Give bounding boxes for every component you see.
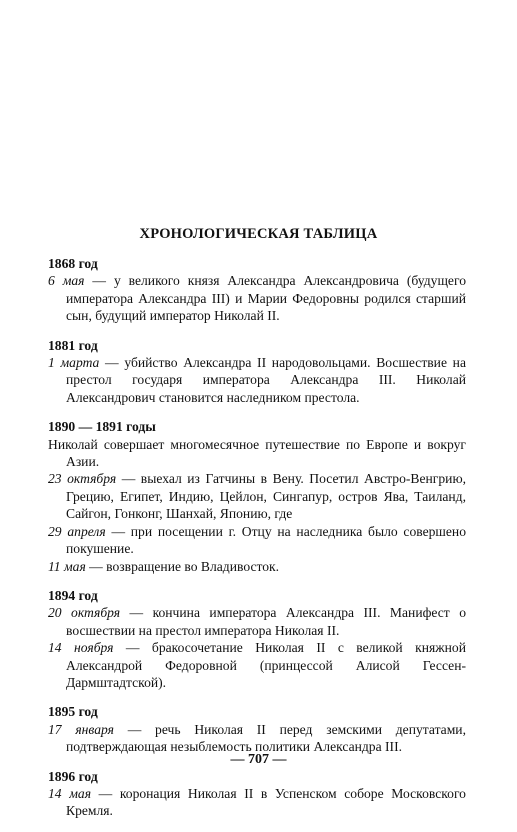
year-heading: 1896 год [48, 768, 98, 784]
entry-text: — кончина императора Александра III. Манифест о восшествии на престол императора Николая II. [66, 605, 466, 638]
entry-text: — убийство Александра II народовольцами. Восшествие на престол государя императора Александра III. Николай Александрович становится наследником престола. [66, 355, 466, 405]
entry-date: 20 октября [48, 605, 121, 621]
chronology-entry [48, 470, 466, 522]
entry-date: 29 апреля [48, 523, 106, 539]
entry-text: — у великого князя Александра Александровича (будущего императора Александра III) и Марии Федоровны родился старший сын, будущий император Николай II. [66, 273, 466, 324]
chronology-entry [48, 721, 466, 756]
chronology-entry [48, 558, 466, 575]
year-heading: 1895 год [48, 704, 98, 720]
chronology-entry [48, 272, 466, 324]
entry-text: — коронация Николая II в Успенском соборе Московского Кремля. [66, 785, 466, 819]
year-section-1868 [48, 255, 466, 325]
entry-date: 23 октября [48, 471, 117, 487]
entry-date: 14 ноября [48, 640, 114, 656]
page-number: — 707 — [230, 752, 287, 767]
entry-text: Николай совершает многомесячное путешествие по Европе и вокруг Азии. [48, 436, 466, 470]
entry-date: 1 марта [48, 355, 100, 371]
entry-text: — выехал из Гатчины в Вену. Посетил Австро-Венгрию, Грецию, Египет, Индию, Цейлон, Сингапур, остров Ява, Таиланд, Сайгон, Гонконг, Шанхай, Японию, где [66, 471, 466, 522]
year-heading: 1894 год [48, 587, 98, 603]
chronology-table [48, 255, 466, 832]
year-section-1896 [48, 768, 466, 820]
page-title: ХРОНОЛОГИЧЕСКАЯ ТАБЛИЦА [139, 226, 378, 242]
year-section-1890-1891 [48, 418, 466, 575]
chronology-entry [48, 604, 466, 639]
year-section-1894 [48, 587, 466, 691]
entry-text: — бракосочетание Николая II с великой княжной Александрой Федоровной (принцессой Алисой Гессен-Дармштадтской). [66, 640, 466, 690]
chronology-entry [48, 354, 466, 406]
entry-date: 14 мая [48, 785, 92, 801]
chronology-entry [48, 436, 466, 471]
chronology-entry [48, 523, 466, 558]
year-section-1895 [48, 703, 466, 755]
entry-date: 11 мая [48, 558, 86, 574]
entry-date: 17 января [48, 721, 114, 737]
chronology-entry [48, 785, 466, 820]
year-section-1881 [48, 337, 466, 407]
entry-text: — возвращение во Владивосток. [85, 558, 280, 574]
entry-date: 6 мая [48, 273, 85, 289]
entry-text: — речь Николая II перед земскими депутатами, подтверждающая незыблемость политики Александра III. [66, 721, 466, 755]
year-heading: 1881 год [48, 337, 98, 353]
entry-text: — при посещении г. Отцу на наследника было совершено покушение. [66, 523, 467, 557]
year-heading: 1868 год [48, 256, 98, 271]
chronology-entry [48, 639, 466, 691]
year-heading: 1890 — 1891 годы [48, 419, 156, 435]
